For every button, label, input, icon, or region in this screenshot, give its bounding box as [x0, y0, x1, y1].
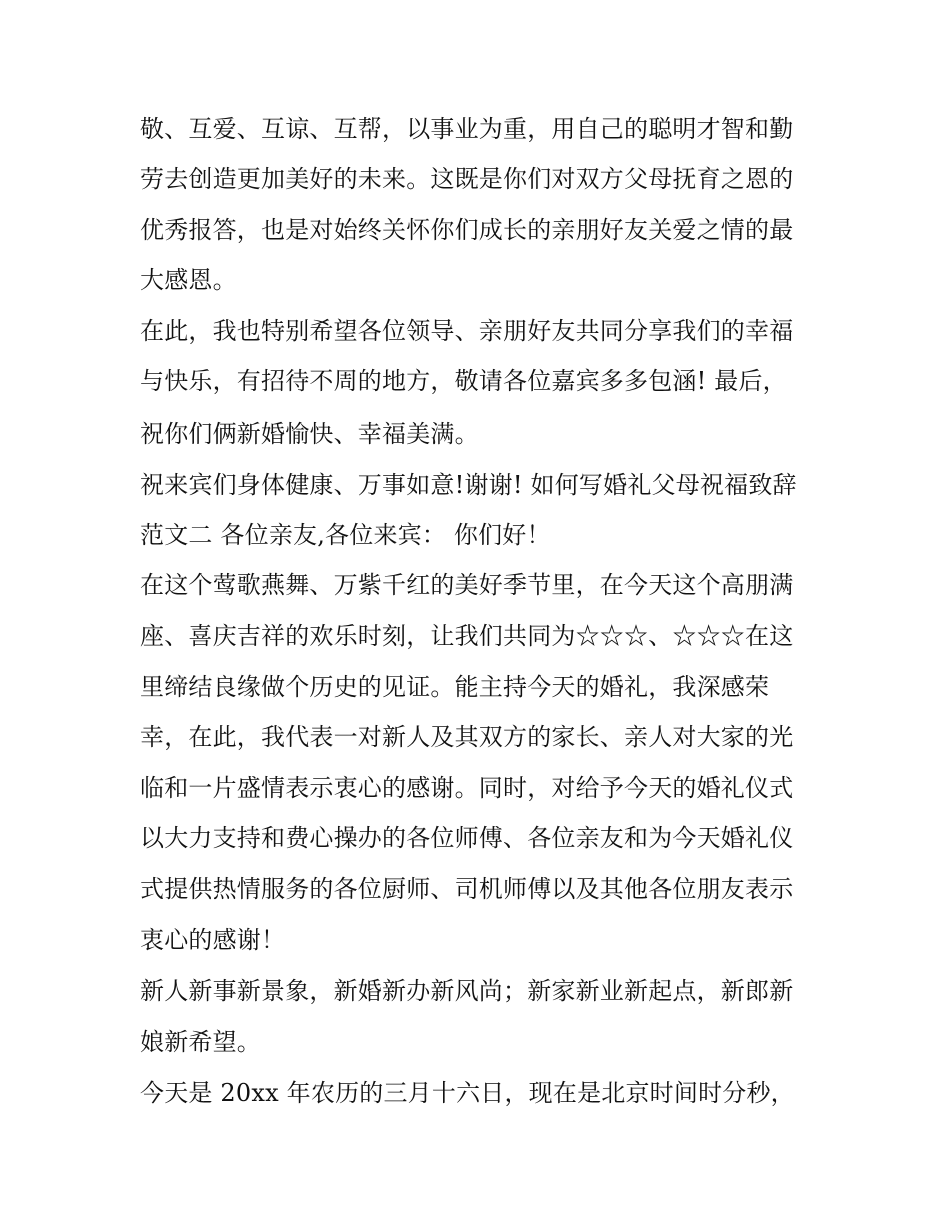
- text-line: 祝来宾们身体健康、万事如意!谢谢! 如何写婚礼父母祝福致辞: [140, 471, 797, 499]
- text-line: 在这个莺歌燕舞、万紫千红的美好季节里，在今天这个高朋满: [140, 571, 794, 599]
- text-line: 敬、互爱、互谅、互帮，以事业为重，用自己的聪明才智和勤: [140, 115, 794, 143]
- text-line: 祝你们俩新婚愉快、幸福美满。: [140, 420, 479, 448]
- text-line: 新人新事新景象，新婚新办新风尚；新家新业新起点，新郎新: [140, 977, 794, 1005]
- text-line: 劳去创造更加美好的未来。这既是你们对双方父母抚育之恩的: [140, 165, 794, 193]
- text-line: 座、喜庆吉祥的欢乐时刻，让我们共同为☆☆☆、☆☆☆在这: [140, 622, 794, 650]
- text-line: 幸，在此，我代表一对新人及其双方的家长、亲人对大家的光: [140, 723, 794, 751]
- text-line: 大感恩。: [140, 266, 237, 294]
- text-line: 里缔结良缘做个历史的见证。能主持今天的婚礼，我深感荣: [140, 673, 770, 701]
- text-line: 优秀报答，也是对始终关怀你们成长的亲朋好友关爱之情的最: [140, 216, 794, 244]
- text-line: 在此，我也特别希望各位领导、亲朋好友共同分享我们的幸福: [140, 317, 794, 345]
- text-line: 范文二 各位亲友,各位来宾： 你们好！: [140, 521, 551, 549]
- text-line: 以大力支持和费心操办的各位师傅、各位亲友和为今天婚礼仪: [140, 824, 794, 852]
- text-line: 临和一片盛情表示衷心的感谢。同时，对给予今天的婚礼仪式: [140, 774, 794, 802]
- text-line: 式提供热情服务的各位厨师、司机师傅以及其他各位朋友表示: [140, 875, 794, 903]
- text-line: 今天是 20xx 年农历的三月十六日，现在是北京时间时分秒，: [140, 1079, 795, 1107]
- text-line: 衷心的感谢！: [140, 926, 286, 954]
- text-line: 娘新希望。: [140, 1028, 261, 1056]
- text-line: 与快乐，有招待不周的地方，敬请各位嘉宾多多包涵! 最后，: [140, 367, 787, 395]
